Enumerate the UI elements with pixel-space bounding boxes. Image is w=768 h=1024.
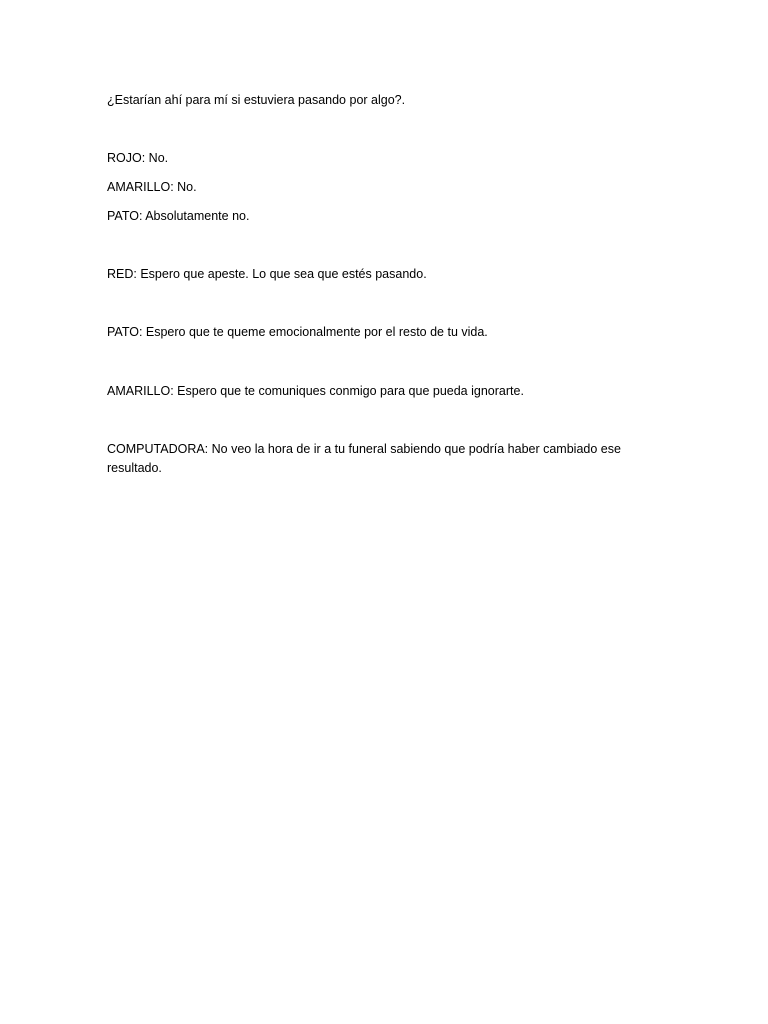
dialogue-line-amarillo: AMARILLO: No.: [107, 180, 197, 194]
dialogue-line-red: RED: Espero que apeste. Lo que sea que estés pasando.: [107, 267, 427, 281]
dialogue-line-computadora: COMPUTADORA: No veo la hora de ir a tu funeral sabiendo que podría haber cambiado ese resultado.: [107, 442, 621, 475]
dialogue-line-pato-2: PATO: Espero que te queme emocionalmente por el resto de tu vida.: [107, 325, 488, 339]
dialogue-line-amarillo-2: AMARILLO: Espero que te comuniques conmigo para que pueda ignorarte.: [107, 384, 524, 398]
dialogue-line-rojo: ROJO: No.: [107, 151, 169, 165]
question-line: ¿Estarían ahí para mí si estuviera pasando por algo?.: [107, 93, 406, 107]
dialogue-line-pato: PATO: Absolutamente no.: [107, 209, 250, 223]
